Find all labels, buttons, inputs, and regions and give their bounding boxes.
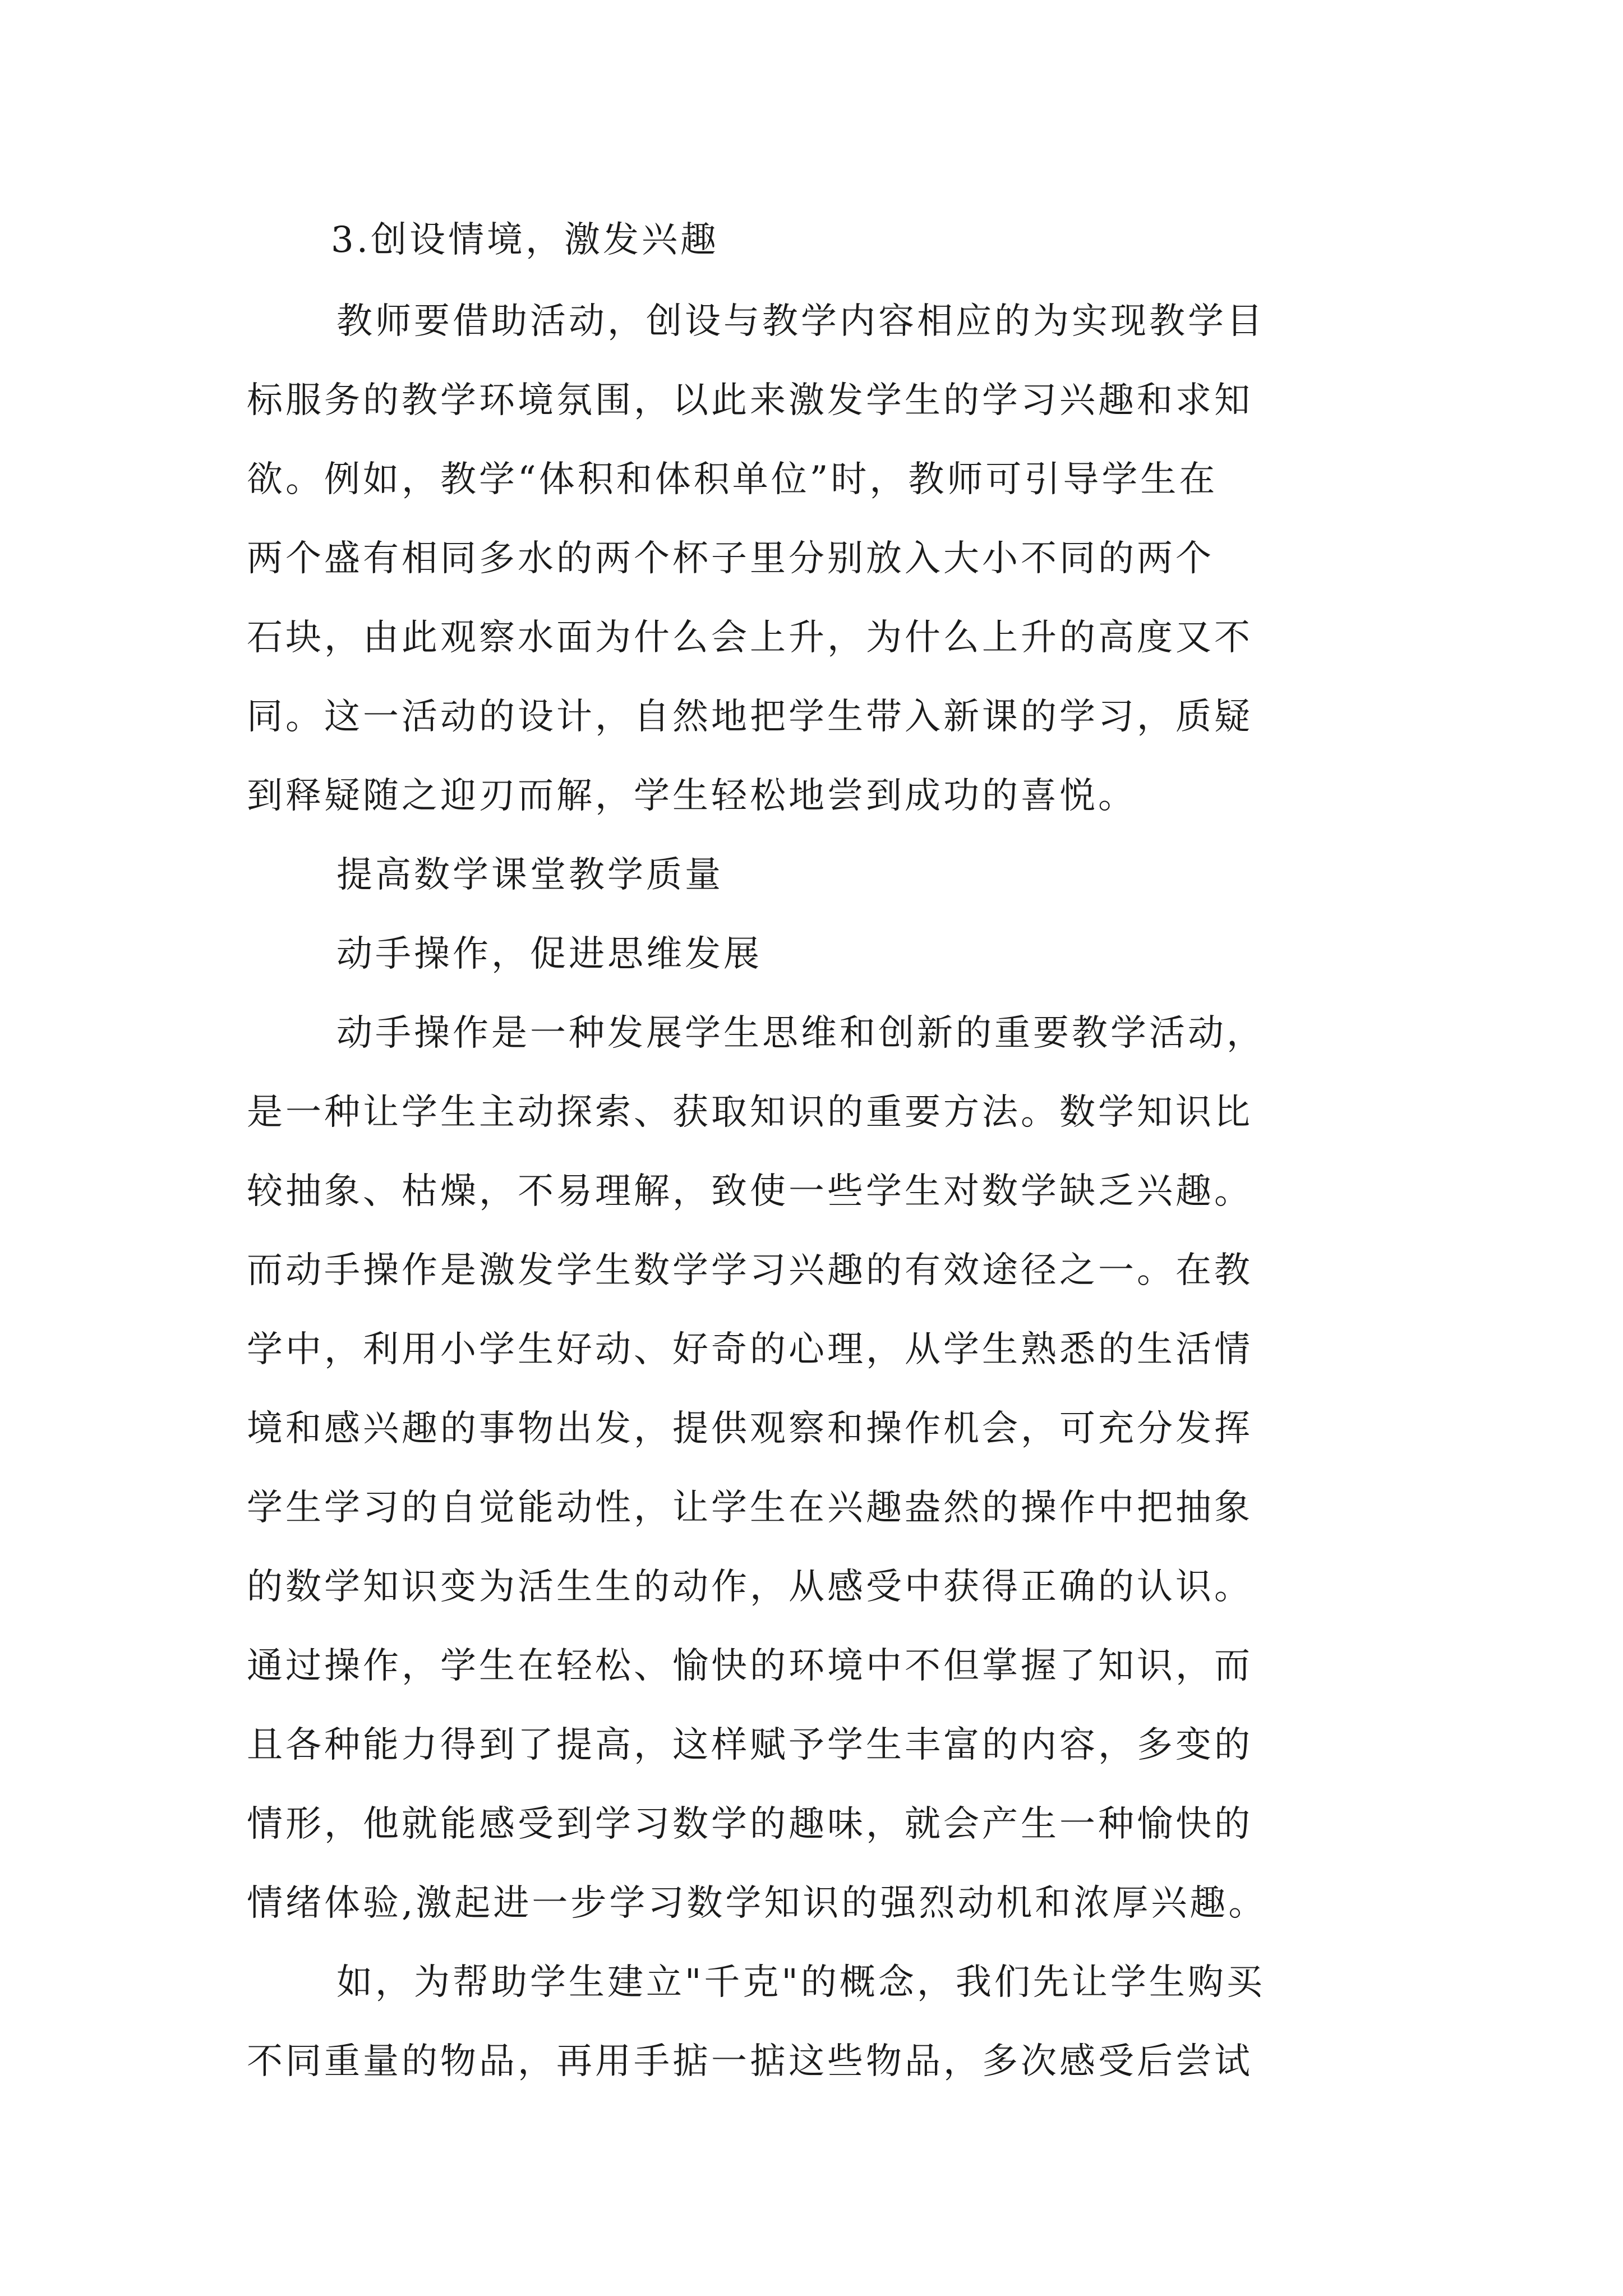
- paragraph-line: 教师要借助活动，创设与教学内容相应的为实现教学目: [336, 301, 1265, 342]
- paragraph-line: 如，为帮助学生建立"千克"的概念，我们先让学生购买: [336, 1962, 1265, 2003]
- paragraph-line: 是一种让学生主动探索、获取知识的重要方法。数学知识比: [247, 1092, 1253, 1133]
- paragraph-line: 学中，利用小学生好动、好奇的心理，从学生熟悉的生活情: [247, 1329, 1253, 1370]
- paragraph-line: 同。这一活动的设计，自然地把学生带入新课的学习，质疑: [247, 696, 1253, 738]
- paragraph-line: 到释疑随之迎刃而解，学生轻松地尝到成功的喜悦。: [247, 775, 1137, 817]
- paragraph-line: 通过操作，学生在轻松、愉快的环境中不但掌握了知识，而: [247, 1645, 1253, 1687]
- section-heading: 3.创设情境，激发兴趣: [331, 219, 720, 261]
- paragraph-line: 的数学知识变为活生生的动作，从感受中获得正确的认识。: [247, 1566, 1253, 1608]
- subheading: 提高数学课堂教学质量: [336, 854, 723, 896]
- paragraph-line: 两个盛有相同多水的两个杯子里分别放入大小不同的两个: [247, 538, 1214, 579]
- paragraph-line: 情形，他就能感受到学习数学的趣味，就会产生一种愉快的: [247, 1803, 1253, 1845]
- paragraph-line: 动手操作是一种发展学生思维和创新的重要教学活动，: [336, 1013, 1265, 1054]
- paragraph-line: 不同重量的物品，再用手掂一掂这些物品，多次感受后尝试: [247, 2041, 1253, 2082]
- paragraph-line: 石块，由此观察水面为什么会上升，为什么上升的高度又不: [247, 617, 1253, 659]
- paragraph-line: 境和感兴趣的事物出发，提供观察和操作机会，可充分发挥: [247, 1408, 1253, 1450]
- paragraph-line: 欲。例如，教学“体积和体积单位”时，教师可引导学生在: [247, 459, 1218, 500]
- paragraph-line: 情绪体验,激起进一步学习数学知识的强烈动机和浓厚兴趣。: [247, 1883, 1267, 1924]
- paragraph-line: 而动手操作是激发学生数学学习兴趣的有效途径之一。在教: [247, 1250, 1253, 1291]
- paragraph-line: 标服务的教学环境氛围，以此来激发学生的学习兴趣和求知: [247, 380, 1253, 421]
- paragraph-line: 较抽象、枯燥，不易理解，致使一些学生对数学缺乏兴趣。: [247, 1171, 1253, 1212]
- paragraph-line: 学生学习的自觉能动性，让学生在兴趣盎然的操作中把抽象: [247, 1487, 1253, 1529]
- paragraph-line: 且各种能力得到了提高，这样赋予学生丰富的内容，多变的: [247, 1724, 1253, 1766]
- subheading: 动手操作，促进思维发展: [336, 933, 762, 975]
